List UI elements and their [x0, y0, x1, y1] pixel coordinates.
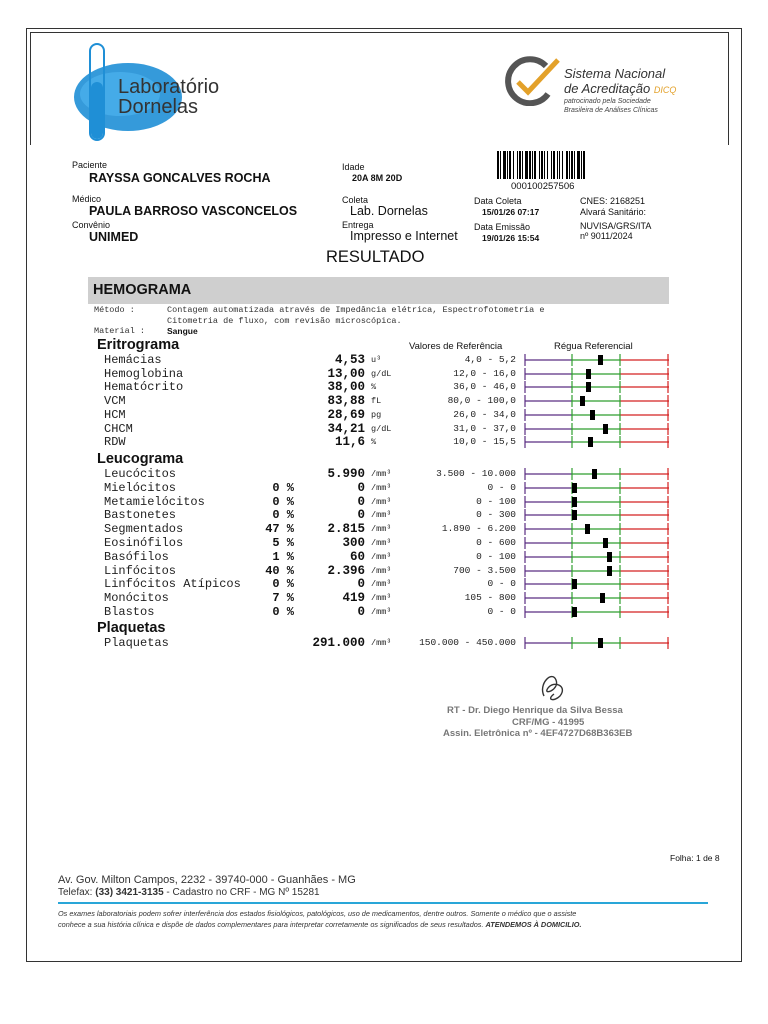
- leucograma-row-7-label: Linfócitos: [104, 563, 177, 578]
- barcode-icon: [497, 151, 612, 181]
- ref-header: Valores de Referência: [409, 341, 503, 352]
- eritrograma-row-0-unit: u³: [371, 355, 382, 365]
- signature-assin: Assin. Eletrônica nº - 4EF4727D68B363EB: [443, 728, 633, 739]
- leucograma-row-4-value: 2.815: [327, 522, 365, 537]
- leucograma-row-1-pct: 0 %: [272, 480, 294, 495]
- eritrograma-row-4-ref: 26,0 - 34,0: [453, 408, 516, 420]
- eritrograma-row-6-unit: %: [371, 437, 377, 448]
- entrega-label: Entrega: [342, 220, 374, 230]
- leucograma-row-2-label: Metamielócitos: [104, 494, 205, 509]
- eritrograma-row-0-ref: 4,0 - 5,2: [464, 354, 516, 365]
- plaquetas-row-0-marker: [598, 638, 603, 648]
- metodo-line1: Contagem automatizada através de Impedância elétrica, Espectrofotometria e: [167, 305, 545, 315]
- footer-phone-line: [58, 887, 320, 898]
- paciente-label: Paciente: [72, 160, 108, 170]
- signature-crf: CRF/MG - 41995: [512, 717, 585, 728]
- eritrograma-row-6-ref: 10,0 - 15,5: [453, 436, 516, 448]
- leucograma-row-6-label: Basófilos: [104, 549, 169, 564]
- eritrograma-row-1-label: Hemoglobina: [104, 366, 184, 381]
- leucograma-row-1-regua: [524, 481, 669, 495]
- leucograma-row-7-marker: [607, 566, 612, 576]
- leucograma-row-8-label: Linfócitos Atípicos: [104, 577, 241, 592]
- leucograma-row-5-value: 300: [342, 536, 365, 550]
- eritrograma-row-2-unit: %: [371, 382, 377, 393]
- leucograma-row-2-ref: 0 - 100: [476, 495, 516, 507]
- leucograma-row-9-label: Monócitos: [104, 591, 169, 606]
- eritrograma-title: Eritrograma: [97, 337, 180, 353]
- coleta-label: Coleta: [342, 195, 369, 205]
- disclaimer-bold: ATENDEMOS À DOMICILIO.: [485, 920, 582, 929]
- material-label: Material :: [94, 326, 146, 336]
- eritrograma-row-6-label: RDW: [104, 435, 126, 450]
- medico-label: Médico: [72, 194, 102, 204]
- data-emissao-label: Data Emissão: [474, 222, 531, 232]
- eritrograma-row-4-regua: [524, 408, 669, 422]
- leucograma-row-9-regua: [524, 591, 669, 605]
- eritrograma-row-2-marker: [586, 382, 591, 392]
- leucograma-row-7-pct: 40 %: [265, 563, 294, 578]
- leucograma-row-3-label: Bastonetes: [104, 508, 177, 523]
- leucograma-row-3-marker: [572, 510, 577, 520]
- leucograma-row-3-value: 0: [357, 508, 365, 523]
- data-coleta-label: Data Coleta: [474, 196, 522, 206]
- leucograma-row-3-ref: 0 - 300: [476, 509, 516, 521]
- nuvisa: NUVISA/GRS/ITA: [580, 221, 652, 231]
- metodo-line2: Citometria de fluxo, com revisão microscópica.: [167, 316, 402, 326]
- leucograma-row-2-value: 0: [357, 494, 365, 509]
- leucograma-title: Leucograma: [97, 451, 184, 467]
- signature-scribble-icon: [534, 666, 574, 706]
- regua-header: Régua Referencial: [554, 341, 633, 352]
- leucograma-row-3-unit: /mm³: [371, 510, 392, 521]
- leucograma-row-2-regua: [524, 495, 669, 509]
- eritrograma-row-3-ref: 80,0 - 100,0: [447, 395, 516, 407]
- eritrograma-row-3-label: VCM: [104, 394, 126, 409]
- leucograma-row-5-regua: [524, 536, 669, 550]
- eritrograma-row-1-ref: 12,0 - 16,0: [453, 367, 516, 379]
- barcode-number: 000100257506: [511, 181, 575, 192]
- eritrograma-row-2-ref: 36,0 - 46,0: [453, 381, 516, 393]
- leucograma-row-5-unit: /mm³: [371, 538, 392, 548]
- data-emissao-value: 19/01/26 15:54: [482, 233, 540, 243]
- leucograma-row-7-regua: [524, 564, 669, 578]
- entrega-value: Impresso e Internet: [350, 229, 458, 243]
- leucograma-row-5-pct: 5 %: [272, 536, 294, 550]
- eritrograma-row-5-ref: 31,0 - 37,0: [453, 422, 516, 434]
- alvara: Alvará Sanitário:: [580, 207, 647, 217]
- leucograma-row-0-regua: [524, 467, 669, 481]
- disclaimer-line2: [58, 920, 581, 929]
- accr-line2: de Acreditação: [564, 81, 651, 96]
- eritrograma-row-6-regua: [524, 435, 669, 449]
- eritrograma-row-1-value: 13,00: [327, 366, 365, 381]
- page-title: RESULTADO: [326, 248, 425, 266]
- leucograma-row-8-marker: [572, 579, 577, 589]
- exam-header: [88, 277, 669, 304]
- leucograma-row-6-ref: 0 - 100: [476, 550, 516, 562]
- leucograma-row-2-marker: [572, 497, 577, 507]
- footer-rule: [58, 902, 708, 904]
- medico-name: PAULA BARROSO VASCONCELOS: [89, 204, 298, 218]
- leucograma-row-10-value: 0: [357, 605, 365, 619]
- eritrograma-row-6-marker: [588, 437, 593, 447]
- leucograma-row-10-pct: 0 %: [272, 605, 294, 619]
- accr-line3: patrocinado pela Sociedade: [564, 98, 651, 105]
- leucograma-row-7-value: 2.396: [327, 563, 365, 578]
- leucograma-row-9-unit: /mm³: [371, 593, 392, 604]
- leucograma-row-4-ref: 1.890 - 6.200: [441, 523, 516, 535]
- signature-rt: RT - Dr. Diego Henrique da Silva Bessa: [447, 705, 623, 716]
- eritrograma-row-1-marker: [586, 369, 591, 379]
- nuvisa-num: nº 9011/2024: [580, 231, 633, 241]
- leucograma-row-5-ref: 0 - 600: [476, 537, 516, 548]
- eritrograma-row-1-unit: g/dL: [371, 368, 392, 379]
- leucograma-row-9-ref: 105 - 800: [464, 592, 516, 604]
- leucograma-row-4-marker: [585, 524, 590, 534]
- leucograma-row-8-value: 0: [357, 577, 365, 592]
- cnes: CNES: 2168251: [580, 196, 646, 206]
- leucograma-row-0-ref: 3.500 - 10.000: [436, 468, 516, 479]
- leucograma-row-1-marker: [572, 483, 577, 493]
- leucograma-row-3-pct: 0 %: [272, 508, 294, 523]
- leucograma-row-10-marker: [572, 607, 577, 617]
- leucograma-row-8-ref: 0 - 0: [487, 578, 516, 590]
- leucograma-row-4-label: Segmentados: [104, 522, 184, 537]
- phone-number: (33) 3421-3135: [95, 887, 164, 898]
- leucograma-row-8-unit: /mm³: [371, 579, 392, 590]
- leucograma-row-4-regua: [524, 522, 669, 536]
- leucograma-row-2-unit: /mm³: [371, 496, 392, 507]
- phone-label: Telefax:: [58, 887, 93, 898]
- plaquetas-row-0-ref: 150.000 - 450.000: [419, 637, 516, 648]
- eritrograma-row-4-value: 28,69: [327, 407, 365, 422]
- accr-badge: DICQ: [653, 85, 677, 95]
- metodo-label: Método :: [94, 305, 135, 315]
- eritrograma-row-3-regua: [524, 394, 669, 408]
- eritrograma-row-0-value: 4,53: [334, 353, 365, 367]
- leucograma-row-10-unit: /mm³: [371, 607, 392, 617]
- disclaimer-text: conhece a sua história clínica e dispõe de dados complementares para interpretar corretamente os significados de seus resultados.: [58, 920, 484, 929]
- leucograma-row-10-regua: [524, 605, 669, 619]
- plaquetas-title: Plaquetas: [97, 620, 166, 636]
- eritrograma-row-5-label: CHCM: [104, 421, 133, 436]
- folha: Folha: 1 de 8: [670, 853, 720, 863]
- eritrograma-row-3-unit: fL: [371, 396, 382, 407]
- leucograma-row-6-pct: 1 %: [272, 549, 294, 564]
- paciente-name: RAYSSA GONCALVES ROCHA: [89, 171, 271, 185]
- leucograma-row-3-regua: [524, 508, 669, 522]
- plaquetas-row-0-label: Plaquetas: [104, 636, 169, 650]
- eritrograma-row-0-regua: [524, 353, 669, 367]
- eritrograma-row-3-value: 83,88: [327, 394, 365, 409]
- leucograma-row-6-unit: /mm³: [371, 551, 392, 562]
- leucograma-row-9-value: 419: [342, 591, 365, 606]
- eritrograma-row-5-value: 34,21: [327, 421, 365, 436]
- eritrograma-row-1-regua: [524, 367, 669, 381]
- eritrograma-row-4-unit: pg: [371, 409, 382, 420]
- leucograma-row-1-label: Mielócitos: [104, 480, 177, 495]
- leucograma-row-6-regua: [524, 550, 669, 564]
- plaquetas-row-0-unit: /mm³: [371, 638, 392, 648]
- leucograma-row-10-ref: 0 - 0: [487, 606, 516, 617]
- leucograma-row-8-regua: [524, 577, 669, 591]
- accr-line4: Brasileira de Análises Clínicas: [564, 107, 658, 114]
- idade-value: 20A 8M 20D: [352, 173, 403, 183]
- leucograma-row-6-marker: [607, 552, 612, 562]
- phone-rest: - Cadastro no CRF - MG Nº 15281: [166, 887, 320, 898]
- leucograma-row-7-ref: 700 - 3.500: [453, 564, 516, 576]
- leucograma-row-0-marker: [592, 469, 597, 479]
- lab-logo-line2: Dornelas: [118, 96, 199, 118]
- leucograma-row-1-value: 0: [357, 480, 365, 495]
- eritrograma-row-6-value: 11,6: [334, 435, 365, 450]
- leucograma-row-6-value: 60: [349, 549, 365, 564]
- leucograma-row-0-label: Leucócitos: [104, 467, 177, 481]
- convenio-value: UNIMED: [89, 230, 139, 244]
- footer-address: Av. Gov. Milton Campos, 2232 - 39740-000 - Guanhães - MG: [58, 874, 356, 886]
- eritrograma-row-2-value: 38,00: [327, 380, 365, 395]
- eritrograma-row-5-unit: g/dL: [371, 423, 392, 434]
- leucograma-row-9-marker: [600, 593, 605, 603]
- exam-name: HEMOGRAMA: [93, 282, 192, 298]
- leucograma-row-10-label: Blastos: [104, 605, 155, 619]
- disclaimer-line1: Os exames laboratoriais podem sofrer interferência dos estados fisiológicos, patológicos, uso de medicamentos, dentre outros. Somente o médico que o assiste: [58, 909, 577, 918]
- plaquetas-row-0-regua: [524, 636, 669, 650]
- data-coleta-value: 15/01/26 07:17: [482, 207, 540, 217]
- leucograma-row-4-pct: 47 %: [265, 522, 294, 537]
- eritrograma-row-4-marker: [590, 410, 595, 420]
- eritrograma-row-5-marker: [603, 424, 608, 434]
- check-seal-icon: [502, 56, 560, 106]
- lab-logo-line1: Laboratório: [118, 76, 220, 98]
- eritrograma-row-3-marker: [580, 396, 585, 406]
- leucograma-row-9-pct: 7 %: [272, 591, 294, 606]
- plaquetas-row-0-value: 291.000: [312, 636, 365, 650]
- eritrograma-row-2-label: Hematócrito: [104, 380, 184, 395]
- leucograma-row-1-unit: /mm³: [371, 482, 392, 493]
- leucograma-row-4-unit: /mm³: [371, 524, 392, 535]
- convenio-label: Convênio: [72, 220, 111, 230]
- material-value: Sangue: [167, 326, 198, 336]
- leucograma-row-1-ref: 0 - 0: [487, 481, 516, 493]
- accr-line1: Sistema Nacional: [564, 66, 666, 81]
- eritrograma-row-4-label: HCM: [104, 407, 126, 422]
- idade-label: Idade: [342, 162, 365, 172]
- leucograma-row-5-marker: [603, 538, 608, 548]
- eritrograma-row-0-marker: [598, 355, 603, 365]
- lab-logo: [70, 42, 250, 142]
- coleta-value: Lab. Dornelas: [350, 204, 428, 218]
- eritrograma-row-0-label: Hemácias: [104, 353, 162, 367]
- eritrograma-row-5-regua: [524, 422, 669, 436]
- leucograma-row-2-pct: 0 %: [272, 494, 294, 509]
- leucograma-row-7-unit: /mm³: [371, 565, 392, 576]
- leucograma-row-8-pct: 0 %: [272, 577, 294, 592]
- leucograma-row-0-unit: /mm³: [371, 469, 392, 479]
- accreditation-logo: [502, 56, 702, 126]
- leucograma-row-0-value: 5.990: [327, 467, 365, 481]
- leucograma-row-5-label: Eosinófilos: [104, 536, 184, 550]
- eritrograma-row-2-regua: [524, 380, 669, 394]
